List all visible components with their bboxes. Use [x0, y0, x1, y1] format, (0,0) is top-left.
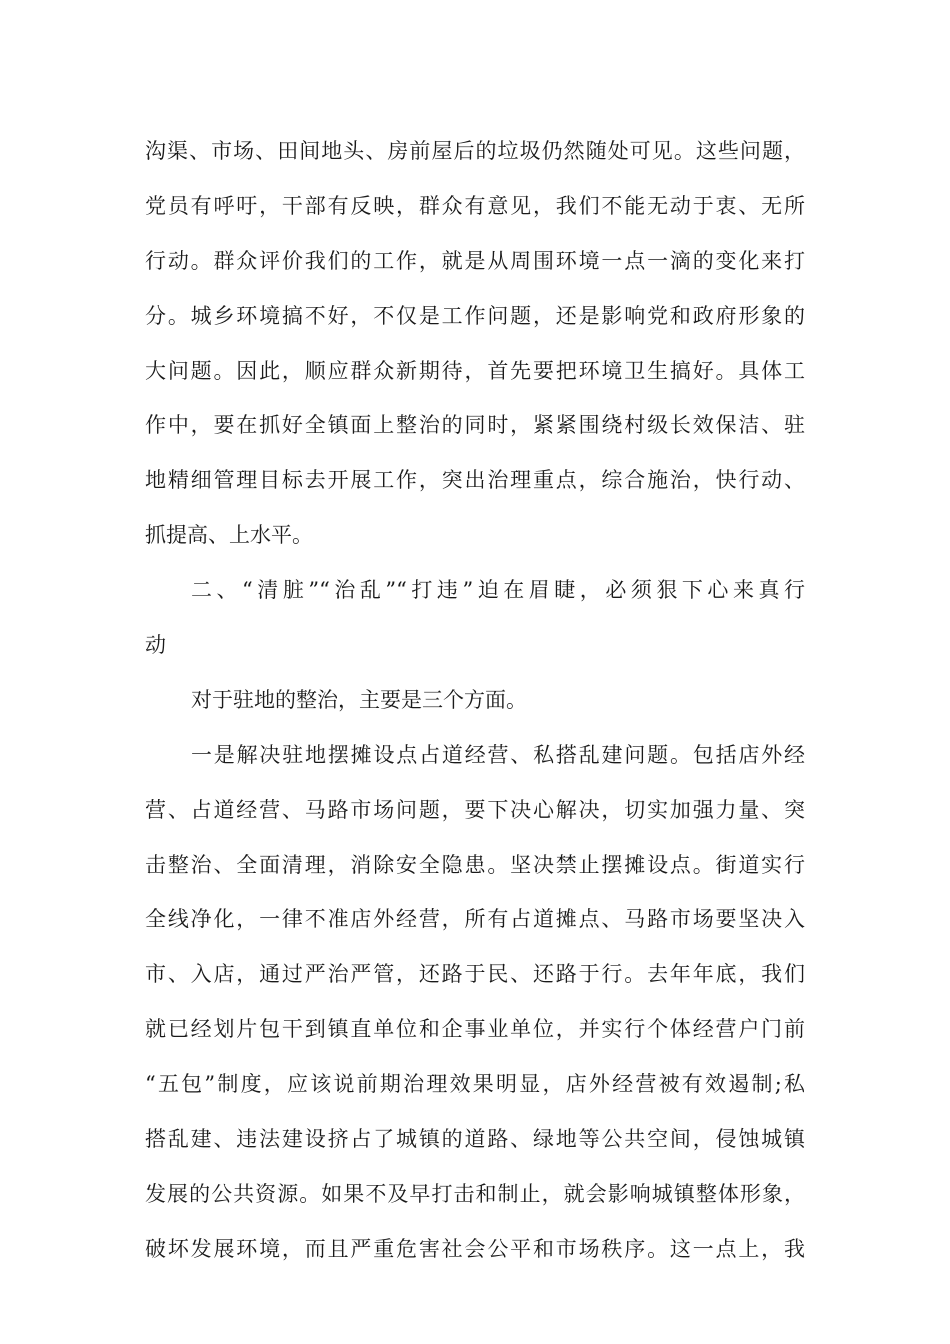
text-line: “五包”制度，应该说前期治理效果明显，店外经营被有效遏制;私 — [145, 1072, 805, 1097]
text-line: 市、入店，通过严治严管，还路于民、还路于行。去年年底，我们 — [145, 962, 805, 987]
text-line: 击整治、全面清理，消除安全隐患。坚决禁止摆摊设点。街道实行 — [145, 852, 805, 877]
text-line: 行动。群众评价我们的工作，就是从周围环境一点一滴的变化来打 — [145, 248, 805, 273]
text-line: 全线净化，一律不准店外经营，所有占道摊点、马路市场要坚决入 — [145, 907, 805, 932]
text-line: 二、“清脏”“治乱”“打违”迫在眉睫，必须狠下心来真行 — [191, 578, 805, 603]
text-line: 分。城乡环境搞不好，不仅是工作问题，还是影响党和政府形象的 — [145, 303, 805, 328]
text-line: 作中，要在抓好全镇面上整治的同时，紧紧围绕村级长效保洁、驻 — [145, 413, 805, 438]
text-line: 沟渠、市场、田间地头、房前屋后的垃圾仍然随处可见。这些问题， — [145, 139, 805, 163]
text-line: 对于驻地的整治，主要是三个方面。 — [191, 687, 527, 712]
text-line: 发展的公共资源。如果不及早打击和制止，就会影响城镇整体形象， — [145, 1181, 805, 1206]
text-line: 大问题。因此，顺应群众新期待，首先要把环境卫生搞好。具体工 — [145, 358, 805, 383]
text-line: 营、占道经营、马路市场问题，要下决心解决，切实加强力量、突 — [145, 797, 805, 822]
text-line: 一是解决驻地摆摊设点占道经营、私搭乱建问题。包括店外经 — [191, 742, 805, 767]
text-line: 地精细管理目标去开展工作，突出治理重点，综合施治，快行动、 — [145, 468, 805, 493]
text-line: 抓提高、上水平。 — [145, 523, 313, 548]
text-line: 破坏发展环境，而且严重危害社会公平和市场秩序。这一点上，我 — [145, 1236, 805, 1261]
text-line: 党员有呼吁，干部有反映，群众有意见，我们不能无动于衷、无所 — [145, 193, 805, 218]
text-line: 搭乱建、违法建设挤占了城镇的道路、绿地等公共空间，侵蚀城镇 — [145, 1127, 805, 1152]
document-body — [145, 124, 805, 1277]
text-line: 动 — [145, 633, 166, 658]
text-line: 就已经划片包干到镇直单位和企事业单位，并实行个体经营户门前 — [145, 1017, 805, 1042]
